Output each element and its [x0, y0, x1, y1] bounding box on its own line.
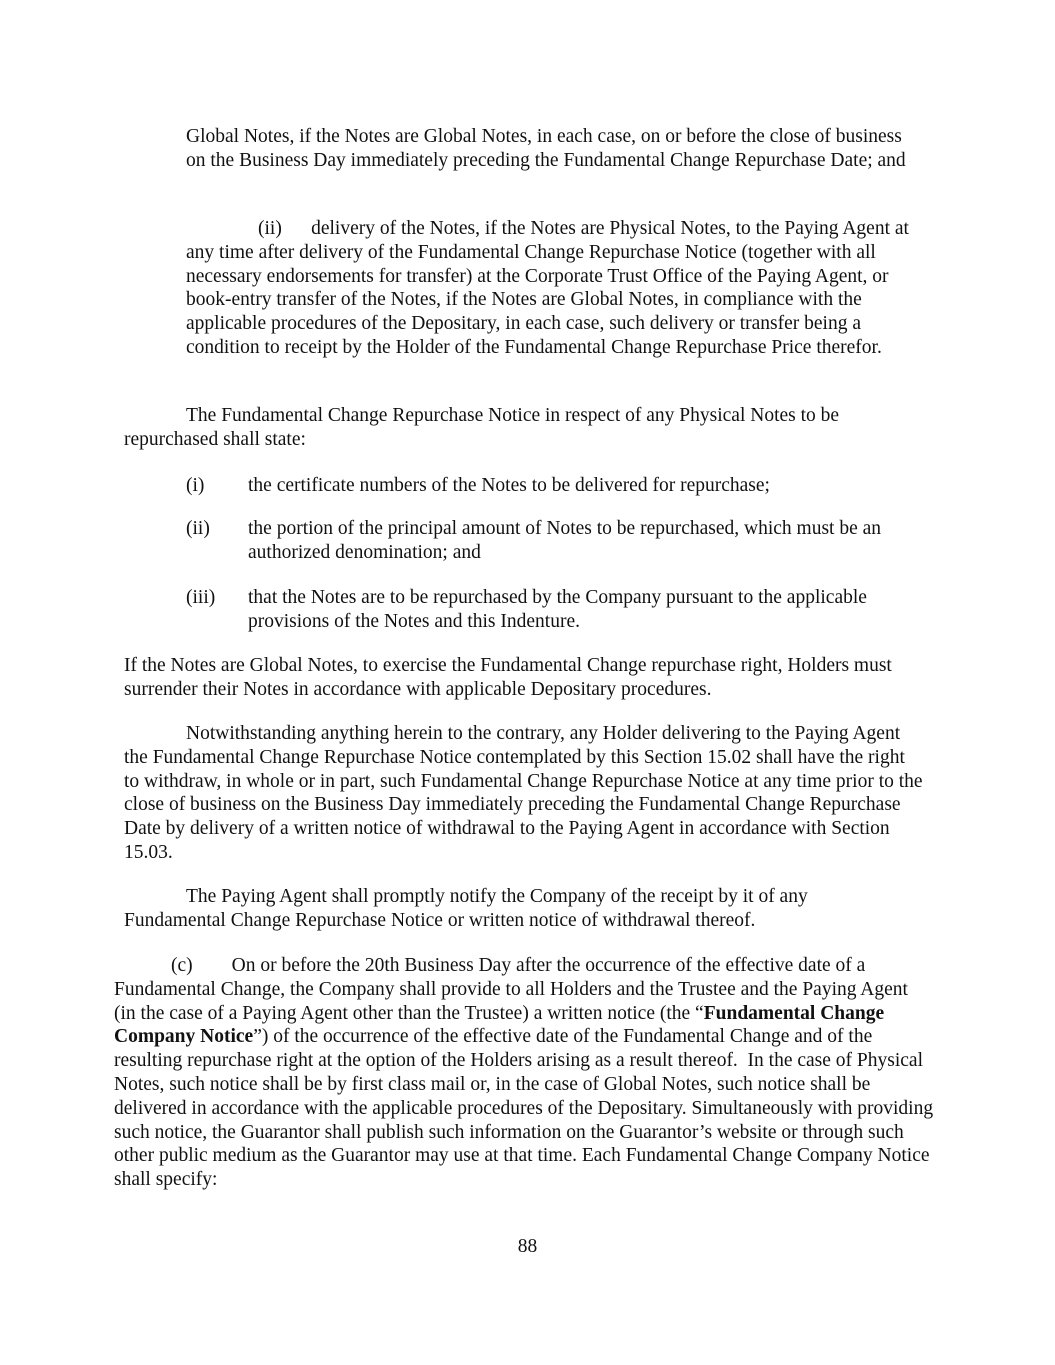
list-item — [186, 586, 946, 634]
list-item-text: the certificate numbers of the Notes to be delivered for repurchase; — [248, 475, 770, 496]
paragraph-paying-agent-notify — [124, 885, 904, 933]
paragraph-global-notes-continuation — [186, 125, 926, 173]
paragraph-text: Notwithstanding anything herein to the contrary, any Holder delivering to the Paying Agent the Fundamental Change Repurchase Notice contemplated by this Section 15.02 shall have the right to withdraw, in whole or in part, such Fundamental Change Repurchase Notice at any time prior to the close of business on the Business Day immediately preceding the Fundamental Change Repurchase Date by delivery of a written notice of withdrawal to the Paying Agent in accordance with Section 15.03. — [124, 723, 923, 863]
list-item-text: the portion of the principal amount of Notes to be repurchased, which must be an authorized denomination; and — [248, 518, 882, 563]
section-c-paragraph — [114, 954, 938, 1192]
list-item-number: (ii) — [186, 518, 210, 539]
section-c-lead: (c) On or before the 20th Business Day after the occurrence of the effective date of a Fundamental Change, the Company shall provide to all Holders and the Trustee and the Paying Agent (in the case of a Paying Agent other than the Trustee) a written notice (the “ — [114, 955, 913, 1024]
list-item — [186, 517, 946, 565]
section-c-rest: ”) of the occurrence of the effective date of the Fundamental Change and of the resulting repurchase right at the option of the Holders arising as a result thereof. In the case of Physical Notes, such notice shall be by first class mail or, in the case of Global Notes, such notice shall be delivered in accordance with the applicable procedures of the Depositary. Simultaneously with providing such notice, the Guarantor shall publish such information on the Guarantor’s website or through such other public medium as the Guarantor may use at that time. Each Fundamental Change Company Notice shall specify: — [114, 1026, 938, 1191]
list-item — [186, 474, 946, 498]
paragraph-repurchase-notice-intro — [124, 404, 894, 452]
page-number: 88 — [517, 1236, 538, 1257]
paragraph-text: (ii) delivery of the Notes, if the Notes are Physical Notes, to the Paying Agent at any time after delivery of the Fundamental Change Repurchase Notice (together with all necessary endorsements for transfer) at the Corporate Trust Office of the Paying Agent, or book-entry transfer of the Notes, if the Notes are Global Notes, in compliance with the applicable procedures of the Depositary, in each case, such delivery or transfer being a condition to receipt by the Holder of the Fundamental Change Repurchase Price therefor. — [186, 218, 914, 358]
defined-term: Fundamental Change Company Notice — [114, 1002, 889, 1048]
paragraph-text: The Paying Agent shall promptly notify the Company of the receipt by it of any Fundamental Change Repurchase Notice or written notice of withdrawal thereof. — [124, 886, 808, 931]
paragraph-delivery-of-notes — [186, 217, 931, 360]
paragraph-text: The Fundamental Change Repurchase Notice in respect of any Physical Notes to be repurchased shall state: — [124, 405, 840, 450]
paragraph-global-notes-surrender — [124, 654, 914, 702]
list-item-number: (iii) — [186, 587, 216, 608]
list-item-number: (i) — [186, 475, 205, 496]
paragraph-text — [114, 954, 938, 1192]
paragraph-text: Global Notes, if the Notes are Global Notes, in each case, on or before the close of business on the Business Day immediately preceding the Fundamental Change Repurchase Date; and — [186, 126, 906, 171]
list-item-text: that the Notes are to be repurchased by the Company pursuant to the applicable provisions of the Notes and this Indenture. — [248, 587, 867, 632]
paragraph-withdrawal-right — [124, 722, 924, 865]
paragraph-text: If the Notes are Global Notes, to exercise the Fundamental Change repurchase right, Holders must surrender their Notes in accordance with applicable Depositary procedures. — [124, 655, 892, 700]
